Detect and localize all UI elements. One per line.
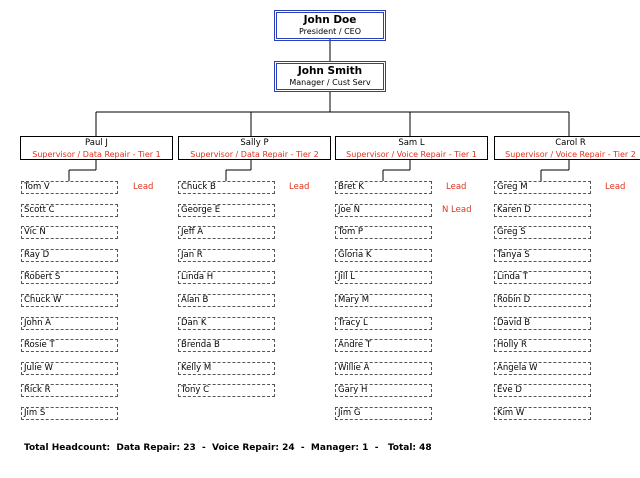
team-member: Tony C [178,384,275,397]
team-member: Bret K [335,181,432,194]
supervisor-box [335,136,488,160]
team-member: Alan B [178,294,275,307]
team-member: Vic N [21,226,118,239]
team-member: Gary H [335,384,432,397]
team-member: Rick R [21,384,118,397]
team-member: Andre T [335,339,432,352]
supervisor-name: Carol R [555,138,586,148]
team-member: Kim W [494,407,591,420]
ceo-box [276,12,384,39]
team-member: Ray D [21,249,118,262]
supervisor-name: Sally P [240,138,269,148]
team-member: Karen D [494,204,591,217]
team-member: Chuck B [178,181,275,194]
team-member: Jill L [335,271,432,284]
team-member: Gloria K [335,249,432,262]
team-member: Angela W [494,362,591,375]
ceo-title: President / CEO [298,27,362,36]
team-member: Linda T [494,271,591,284]
supervisor-box [20,136,173,160]
team-member: Jim G [335,407,432,420]
ceo-name: John Doe [303,14,357,26]
team-member: Robin D [494,294,591,307]
team-member: Eve D [494,384,591,397]
team-member: Mary M [335,294,432,307]
team-member: Linda H [178,271,275,284]
team-member: Brenda B [178,339,275,352]
manager-box [276,63,384,90]
supervisor-title: Supervisor / Data Repair - Tier 2 [190,150,319,159]
team-member: Chuck W [21,294,118,307]
lead-tag: N Lead [442,205,472,215]
manager-name: John Smith [297,65,363,77]
lead-tag: Lead [133,182,154,192]
team-member: Greg S [494,226,591,239]
lead-tag: Lead [605,182,626,192]
supervisor-name: Sam L [398,138,425,148]
team-member: Greg M [494,181,591,194]
manager-title: Manager / Cust Serv [289,78,371,87]
team-member: Tanya S [494,249,591,262]
team-member: Jim S [21,407,118,420]
team-member: Kelly M [178,362,275,375]
team-member: David B [494,317,591,330]
supervisor-title: Supervisor / Data Repair - Tier 1 [32,150,161,159]
team-member: Julie W [21,362,118,375]
team-member: Willie A [335,362,432,375]
supervisor-title: Supervisor / Voice Repair - Tier 1 [346,150,477,159]
headcount-summary: Total Headcount: Data Repair: 23 - Voice Repair: 24 - Manager: 1 - Total: 48 [24,443,432,453]
team-member: Tom P [335,226,432,239]
lead-tag: Lead [446,182,467,192]
supervisor-box [178,136,331,160]
lead-tag: Lead [289,182,310,192]
team-member: Jan R [178,249,275,262]
supervisor-box [494,136,640,160]
team-member: Tracy L [335,317,432,330]
team-member: Robert S [21,271,118,284]
team-member: John A [21,317,118,330]
supervisor-title: Supervisor / Voice Repair - Tier 2 [505,150,636,159]
team-member: Tom V [21,181,118,194]
team-member: Holly R [494,339,591,352]
team-member: Joe N [335,204,432,217]
team-member: Dan K [178,317,275,330]
team-member: Jeff A [178,226,275,239]
team-member: George E [178,204,275,217]
team-member: Scott C [21,204,118,217]
team-member: Rosie T [21,339,118,352]
supervisor-name: Paul J [85,138,108,148]
